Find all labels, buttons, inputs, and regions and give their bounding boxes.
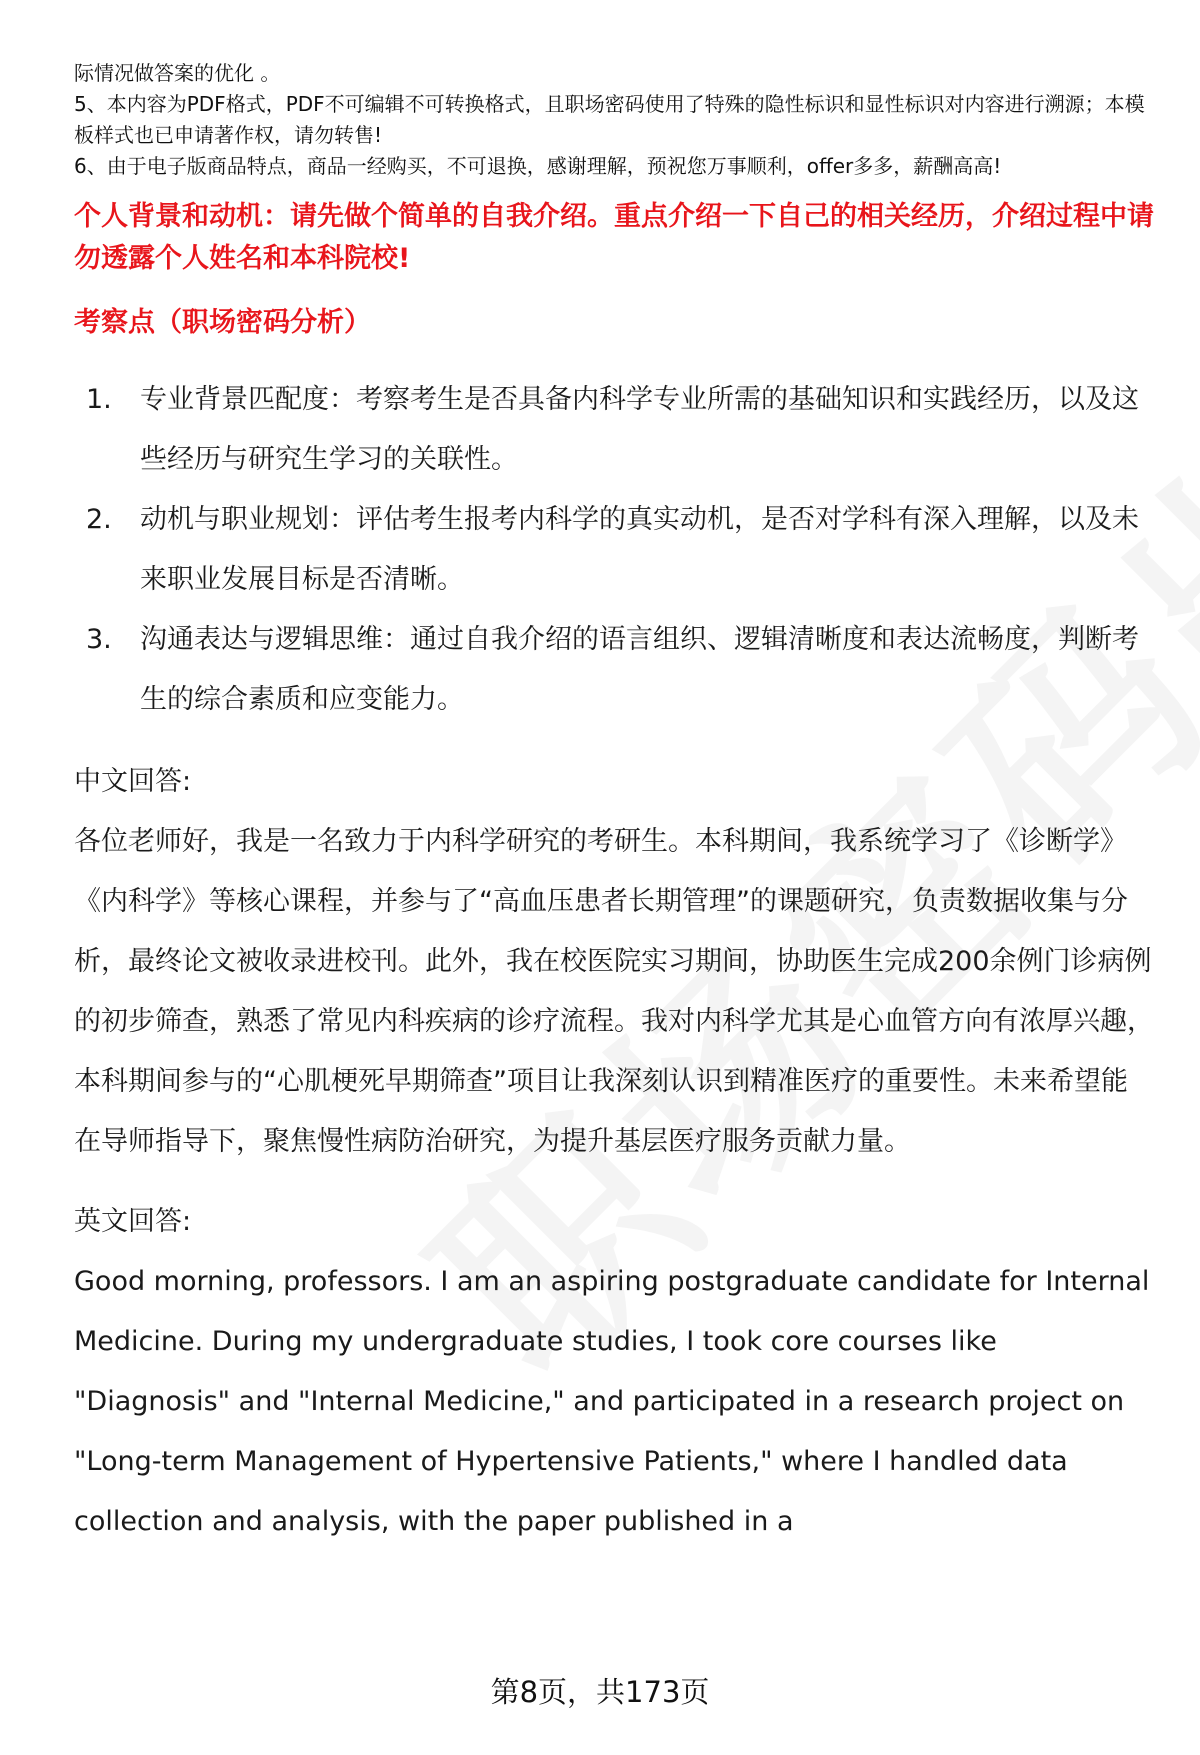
focus-item [86,490,1154,610]
note-line: 6、由于电子版商品特点，商品一经购买，不可退换，感谢理解，预祝您万事顺利，offer多多，薪酬高高! [74,154,1002,178]
focus-title: 考察点（职场密码分析） [74,307,371,338]
document-page [74,58,1154,1552]
focus-text: 动机与职业规划：评估考生报考内科学的真实动机，是否对学科有深入理解，以及未来职业发展目标是否清晰。 [140,504,1139,595]
en-answer-label: 英文回答: [74,1206,192,1237]
focus-item [86,610,1154,730]
focus-number: 2. [86,504,112,535]
cn-answer-text: 各位老师好，我是一名致力于内科学研究的考研生。本科期间，我系统学习了《诊断学》《内科学》等核心课程，并参与了“高血压患者长期管理”的课题研究，负责数据收集与分析，最终论文被收录进校刊。此外，我在校医院实习期间，协助医生完成200余例门诊病例的初步筛查，熟悉了常见内科疾病的诊疗流程。我对内科学尤其是心血管方向有浓厚兴趣，本科期间参与的“心肌梗死早期筛查”项目让我深刻认识到精准医疗的重要性。未来希望能在导师指导下，聚焦慢性病防治研究，为提升基层医疗服务贡献力量。 [74,826,1154,1157]
cn-answer-label: 中文回答: [74,766,192,797]
focus-list [74,370,1154,730]
focus-item [86,370,1154,490]
en-answer-text: Good morning, professors. I am an aspiring postgraduate candidate for Internal Medicine. During my undergraduate studies, I took core courses like "Diagnosis" and "Internal Medicine," and participated in a research project on "Long-term Management of Hypertensive Patients," where I handled data collection and analysis, with the paper published in a [74,1266,1150,1537]
page-number-footer: 第8页，共173页 [490,1675,710,1709]
focus-text: 专业背景匹配度：考察考生是否具备内科学专业所需的基础知识和实践经历，以及这些经历与研究生学习的关联性。 [140,384,1139,475]
question-heading: 个人背景和动机：请先做个简单的自我介绍。重点介绍一下自己的相关经历，介绍过程中请勿透露个人姓名和本科院校! [74,201,1154,274]
focus-text: 沟通表达与逻辑思维：通过自我介绍的语言组织、逻辑清晰度和表达流畅度，判断考生的综合素质和应变能力。 [140,624,1139,715]
note-line: 5、本内容为PDF格式，PDF不可编辑不可转换格式，且职场密码使用了特殊的隐性标识和显性标识对内容进行溯源；本模板样式也已申请著作权，请勿转售! [74,92,1145,147]
focus-number: 1. [86,384,112,415]
note-line: 际情况做答案的优化 。 [74,61,281,85]
focus-number: 3. [86,624,112,655]
notes-block [74,58,1154,182]
